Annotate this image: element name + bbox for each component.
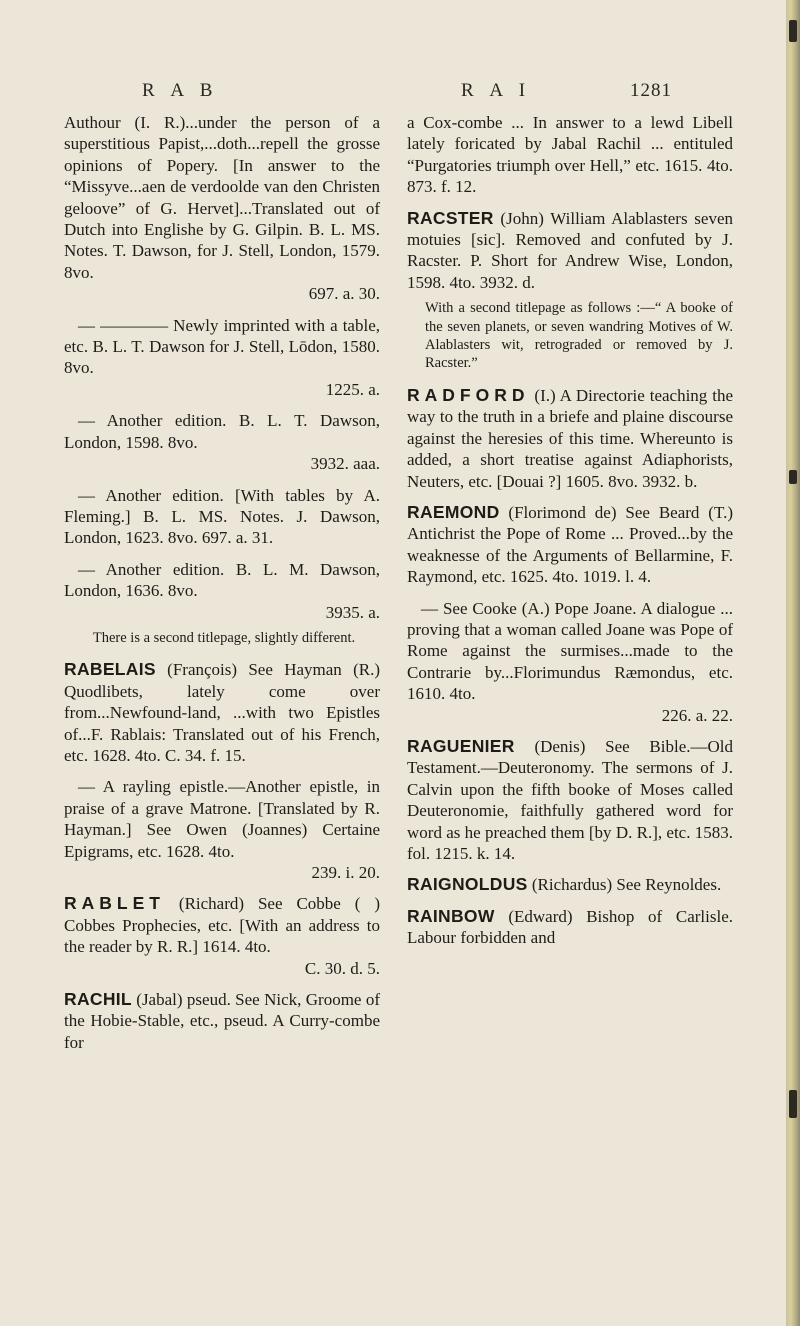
heading-rabelais: RABELAIS (64, 659, 156, 680)
entry-text: (Jabal) pseud. See Nick, Groome of the Hobie-Stable, etc., pseud. A Curry-combe for (64, 990, 381, 1052)
entry-another-edition-1636 (64, 559, 380, 623)
entry-text: a Cox-combe ... In answer to a lewd Libell lately foricated by Jabal Rachil ... entituled “Purgatories triumph over Hell,” etc. 1615. 4to. 873. f. 12. (407, 113, 733, 197)
heading-radford: RADFORD (407, 384, 530, 405)
entry-newly-imprinted (64, 315, 380, 401)
edge-mark (789, 470, 797, 484)
entry-text: (Denis) See Bible.—Old Testament.—Deuteronomy. The sermons of J. Calvin upon the fifth booke of Moses called Deuteronomie, faithfully gathered word for word as he preached them [by D. R.], etc. 1583. fol. 1215. k. 14. (407, 736, 734, 863)
entry-text: — Another edition. [With tables by A. Fleming.] B. L. MS. Notes. J. Dawson, London, 1623. 8vo. 697. a. 31. (64, 485, 380, 548)
entry-another-edition-1598 (64, 410, 380, 474)
entry-raignoldus (407, 874, 733, 895)
shelfmark: 226. a. 22. (661, 705, 733, 725)
entry-rainbow (407, 906, 733, 949)
entry-text: — Another edition. B. L. M. Dawson, London, 1636. 8vo. (64, 559, 380, 601)
shelfmark: 3935. a. (325, 602, 380, 622)
entry-text: (François) See Hayman (R.) Quodlibets, lately come over from...Newfound-land, ...with two Epistles of...F. Rablais: Translated out of his French, etc. 1628. 4to. C. 34. f. 15. (64, 660, 381, 765)
left-column (64, 112, 380, 1063)
heading-raemond: RAEMOND (407, 501, 500, 522)
entry-another-edition-1623 (64, 485, 380, 549)
entry-radford (407, 385, 733, 492)
heading-raguenier: RAGUENIER (407, 735, 515, 756)
heading-racster: RACSTER (407, 207, 494, 228)
heading-rablet: RABLET (64, 893, 165, 914)
entry-text: (Richardus) See Reynoldes. (531, 875, 722, 895)
entry-text: (John) William Alablasters seven motuies [sic]. Removed and confuted by J. Racster. P. Short for Andrew Wise, London, 1598. 4to. 3932. d. (407, 208, 734, 292)
page-edge-binding (786, 0, 800, 1326)
edge-mark (789, 20, 797, 42)
entry-text: Authour (I. R.)...under the person of a superstitious Papist,...doth...repell the grosse opinions of Popery. [In answer to the “Missyve...aen de verdoolde van den Christen geloove” of G. Hervet]...Translated out of Dutch into Englishe by G. Gilpin. B. L. MS. Notes. T. Dawson, for J. Stell, London, 1579. 8vo. (64, 113, 380, 282)
entry-text: (I.) A Directorie teaching the way to the truth in a briefe and plaine discourse against the heresies of this time. Whereunto is added, a short treatise against Adiaphorists, Neuters, etc. [Douai ?] 1605. 8vo. 3932. b. (407, 385, 733, 491)
running-head-left: R A B (142, 80, 219, 101)
entry-rachil (64, 989, 380, 1053)
shelfmark: 697. a. 30. (308, 284, 380, 304)
shelfmark: C. 30. d. 5. (304, 958, 380, 978)
entry-raguenier (407, 736, 733, 864)
entry-rabelais (64, 659, 380, 766)
entry-rablet (64, 893, 380, 979)
entry-text: (Edward) Bishop of Carlisle. Labour forbidden and (407, 906, 733, 948)
shelfmark: 239. i. 20. (311, 863, 380, 882)
entry-racster (407, 208, 733, 294)
entry-rayling-epistle (64, 776, 380, 883)
right-column (407, 112, 733, 959)
entry-text: (Florimond de) See Beard (T.) Antichrist the Pope of Rome ... Proved...by the weaknesse of the Arguments of Bellarmine, F. Raymond, etc. 1625. 4to. 1019. l. 4. (407, 502, 734, 587)
heading-raignoldus: RAIGNOLDUS (407, 874, 528, 895)
shelfmark: 3932. aaa. (310, 454, 380, 474)
entry-text: — A rayling epistle.—Another epistle, in praise of a grave Matrone. [Translated by R. Hayman.] See Owen (Joannes) Certaine Epigrams, etc. 1628. 4to. (64, 777, 380, 861)
entry-text: — Another edition. B. L. T. Dawson, London, 1598. 8vo. (64, 411, 380, 452)
entry-cox-combe (407, 112, 733, 198)
shelfmark: 1225. a. (325, 379, 380, 399)
page-number: 1281 (630, 80, 672, 101)
heading-rachil: RACHIL (64, 989, 132, 1010)
edge-mark (789, 1090, 797, 1118)
entry-authour (64, 112, 380, 305)
entry-raemond (407, 502, 733, 588)
entry-note: With a second titlepage as follows :—“ A booke of the seven planets, or seven wandring Motives of W. Alablasters wit, retrograded or removed by J. Racster.” (425, 300, 733, 372)
entry-note: There is a second titlepage, slightly different. (92, 629, 356, 646)
heading-rainbow: RAINBOW (407, 905, 495, 926)
entry-text: — See Cooke (A.) Pope Joane. A dialogue ... proving that a woman called Joane was Pope of Rome against the surmises...made to the Contrarie by...Florimundus Ræmondus, etc. 1610. 4to. (407, 598, 733, 704)
entry-text: — ———— Newly imprinted with a table, etc. B. L. T. Dawson for J. Stell, Lōdon, 1580. 8vo. (64, 315, 380, 378)
running-head-right: R A I (461, 80, 532, 101)
entry-text: (Richard) See Cobbe ( ) Cobbes Prophecies, etc. [With an address to the reader by R. R.] 1614. 4to. (64, 894, 381, 957)
entry-cooke-pope-joane (407, 598, 733, 726)
